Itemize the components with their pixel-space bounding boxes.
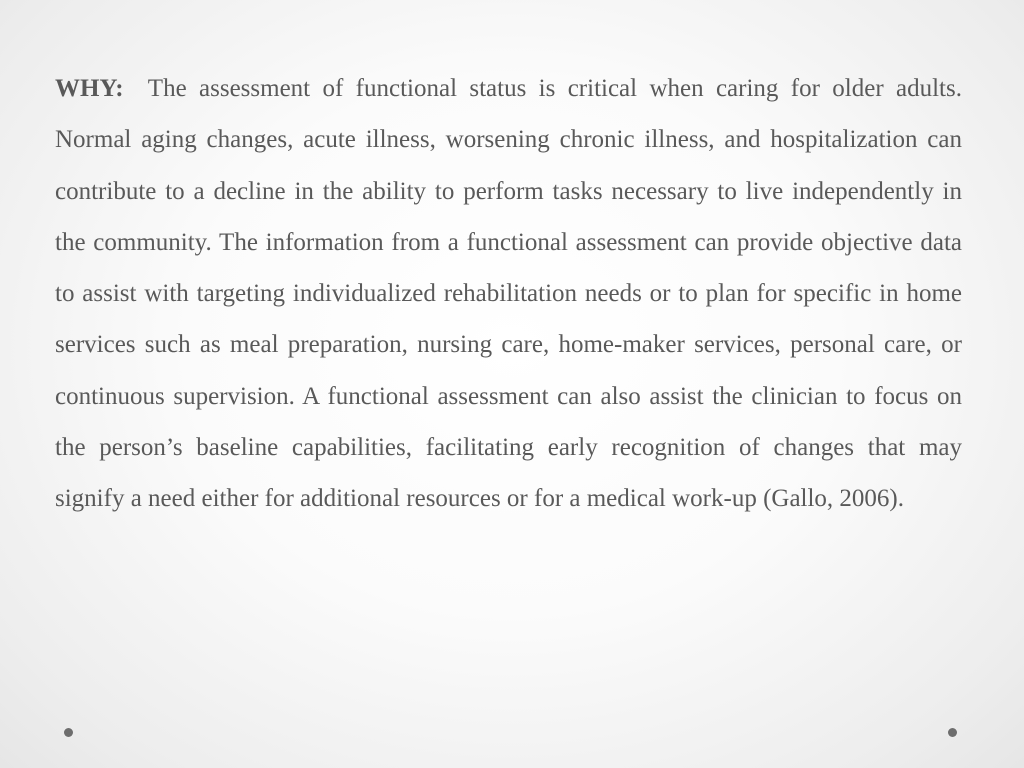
left-dot-icon [64, 728, 73, 737]
paragraph-text: The assessment of functional status is critical when caring for older adults. Normal aging changes, acute illness, worsening chronic illness, and hospitalization can contribute to a decline in the ability to perform tasks necessary to live independently in the community. The information from a functional assessment can provide objective data to assist with targeting individualized rehabilitation needs or to plan for specific in home services such as meal preparation, nursing care, home-maker services, personal care, or continuous supervision. A functional assessment can also assist the clinician to focus on the person’s baseline capabilities, facilitating early recognition of changes that may signify a need either for additional resources or for a medical work-up (Gallo, 2006). [55, 75, 962, 513]
body-paragraph [55, 63, 962, 525]
why-label: WHY: [55, 75, 124, 102]
right-dot-icon [948, 728, 957, 737]
